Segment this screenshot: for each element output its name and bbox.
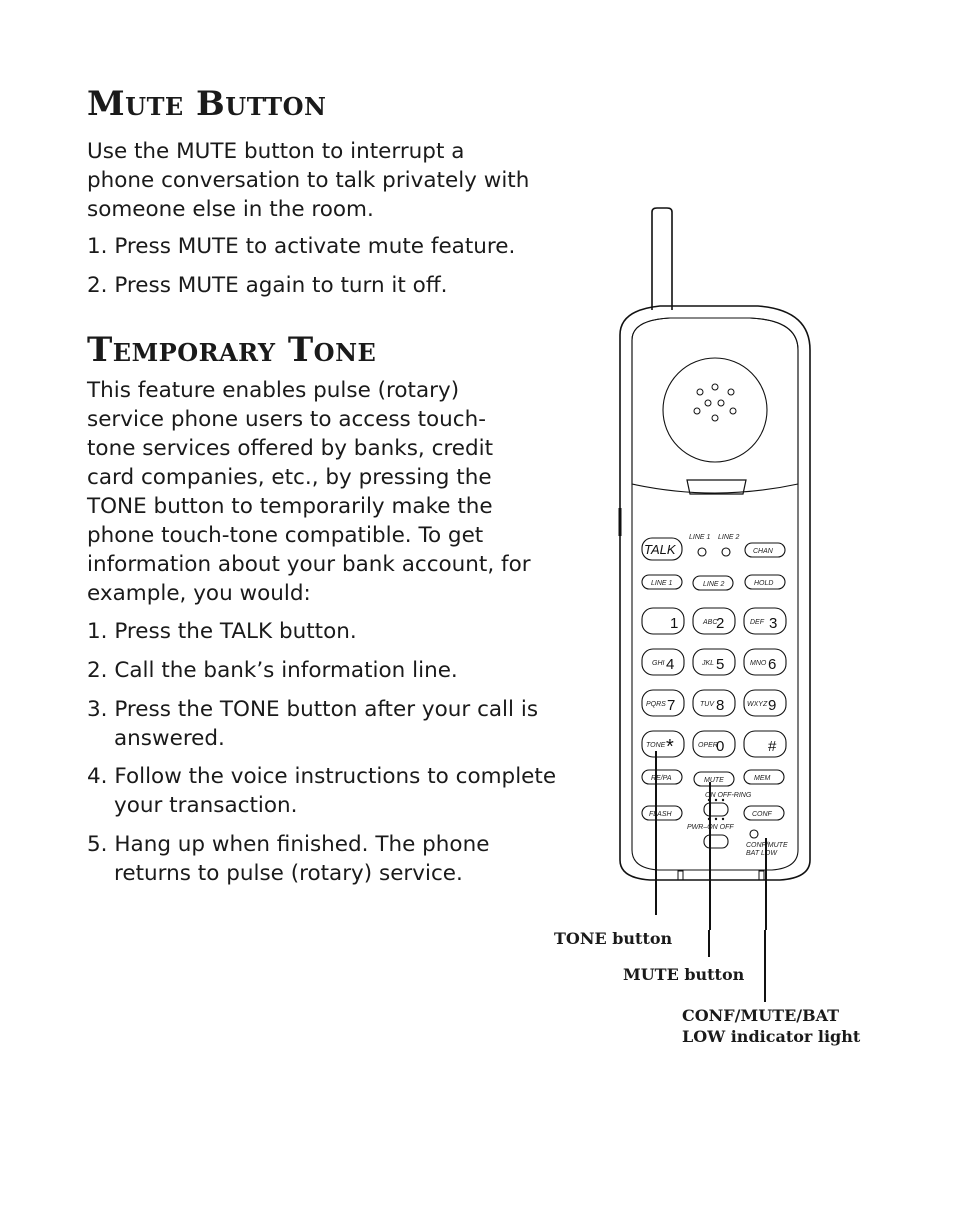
mute-button-callout: MUTE button xyxy=(623,965,745,984)
key-0: 0 xyxy=(716,738,725,755)
star-key: * xyxy=(666,736,674,758)
key-4-letters: GHI xyxy=(652,660,665,667)
key-9: 9 xyxy=(768,697,777,714)
re-pa-key-label: RE/PA xyxy=(651,775,672,782)
conf-key-label: CONF xyxy=(752,811,772,818)
hold-key-label: HOLD xyxy=(754,580,774,587)
key-8: 8 xyxy=(716,697,725,714)
line-1-indicator-light xyxy=(698,548,706,556)
key-7-letters: PQRS xyxy=(646,701,666,708)
tone-key-label: TONE xyxy=(646,742,666,749)
indicator-label-line-1: CONF/MUTE xyxy=(746,842,788,849)
flash-key-label: FLASH xyxy=(649,811,672,818)
tone-button-callout: TONE button xyxy=(554,929,673,948)
mute-button-heading: Mute Button xyxy=(87,84,327,124)
line-2-indicator-light xyxy=(722,548,730,556)
key-9-letters: WXYZ xyxy=(747,701,768,708)
key-4: 4 xyxy=(666,656,675,673)
indicator-callout-line-1: CONF/MUTE/BAT xyxy=(682,1006,840,1025)
power-switch xyxy=(704,835,728,848)
line-2-indicator-label: LINE 2 xyxy=(718,534,740,541)
key-3: 3 xyxy=(769,615,778,632)
key-5: 5 xyxy=(716,656,725,673)
line-1-indicator-label: LINE 1 xyxy=(689,534,711,541)
mute-step-2: 2. Press MUTE again to turn it off. xyxy=(87,273,448,298)
earpiece-grill xyxy=(663,358,767,462)
key-8-letters: TUV xyxy=(700,701,714,708)
chan-key-label: CHAN xyxy=(753,548,773,555)
tone-step-2: 2. Call the bank’s information line. xyxy=(87,658,458,683)
line-1-key-label: LINE 1 xyxy=(651,580,673,587)
temporary-tone-heading: Temporary Tone xyxy=(87,330,377,370)
ringer-switch-label: ON OFF-RING xyxy=(705,792,752,799)
key-6: 6 xyxy=(768,656,777,673)
tone-intro: This feature enables pulse (rotary) service phone users to access touch-tone services offered by banks, credit card companies, etc., by pressing the TONE button to temporarily make the phone touch-tone compatible. To get information about your bank account, for example, you would: xyxy=(87,378,531,606)
tone-step-4: 4. Follow the voice instructions to complete your transaction. xyxy=(87,764,557,818)
key-5-letters: JKL xyxy=(702,660,715,667)
mute-key-label: MUTE xyxy=(704,777,724,784)
mute-step-1: 1. Press MUTE to activate mute feature. xyxy=(87,234,516,259)
key-1: 1 xyxy=(670,615,679,632)
line-2-key-label: LINE 2 xyxy=(703,581,725,588)
indicator-callout-line-2: LOW indicator light xyxy=(682,1027,861,1046)
tone-step-1: 1. Press the TALK button. xyxy=(87,619,357,644)
conf-mute-bat-low-indicator-light xyxy=(750,830,758,838)
indicator-leader-line-extension xyxy=(764,930,766,1002)
indicator-label-line-2: BAT LOW xyxy=(746,850,777,857)
talk-key-label: TALK xyxy=(644,542,676,557)
cordless-phone-illustration xyxy=(540,200,840,930)
mute-leader-line-extension xyxy=(708,930,710,957)
tone-step-3: 3. Press the TONE button after your call is answered. xyxy=(87,697,539,751)
key-6-letters: MNO xyxy=(750,660,767,667)
power-switch-label: PWR–ON OFF xyxy=(687,824,734,831)
oper-key-label: OPER xyxy=(698,742,718,749)
key-7: 7 xyxy=(667,697,676,714)
tone-step-5: 5. Hang up when finished. The phone returns to pulse (rotary) service. xyxy=(87,832,490,886)
key-2: 2 xyxy=(716,615,725,632)
key-3-letters: DEF xyxy=(750,619,764,626)
pound-key: # xyxy=(768,738,777,755)
mem-key-label: MEM xyxy=(754,775,771,782)
key-2-letters: ABC xyxy=(703,619,718,626)
antenna xyxy=(652,208,672,310)
mute-intro: Use the MUTE button to interrupt a phone conversation to talk privately with someone else in the room. xyxy=(87,139,530,222)
ringer-switch xyxy=(704,803,728,816)
